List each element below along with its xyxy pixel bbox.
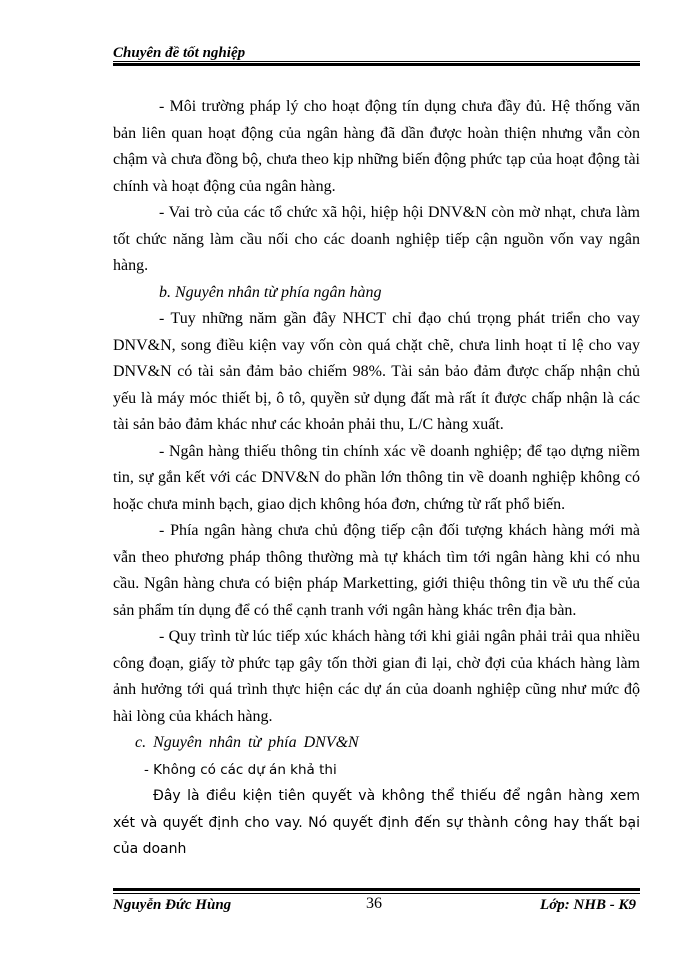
subheading-no-feasible-projects: - Không có các dự án khả thi [144,761,337,778]
paragraph-prerequisite: Đây là điều kiện tiên quyết và không thể thiếu để ngân hàng xem xét và quyết định cho vay. Nó quyết định đến sự thành công hay thất bại của doanh [113,788,640,857]
paragraph-procedure: - Quy trình từ lúc tiếp xúc khách hàng tới khi giải ngân phải trải qua nhiều công đoạn, giấy tờ phức tạp gây tốn thời gian đi lại, chờ đợi của khách hàng làm ảnh hưởng tới quá trình thực hiện các dự án của doanh nghiệp cũng như mức độ hài lòng của khách hàng. [113,628,640,725]
page-number: 36 [366,895,382,912]
footer-class-label: Lớp: NHB - K9 [540,897,636,913]
paragraph-customer-approach: - Phía ngân hàng chưa chủ động tiếp cận đối tượng khách hàng mới mà vẫn theo phương pháp thông thường mà tự khách tìm tới ngân hàng khi có nhu cầu. Ngân hàng chưa có biện pháp Marketting, giới thiệu thông tin về ưu thế của sản phẩm tín dụng để có thể cạnh tranh với ngân hàng khác trên địa bàn. [113,522,640,619]
header-rule-thick [113,63,640,66]
document-body [113,94,640,863]
paragraph-social-organizations: - Vai trò của các tổ chức xã hội, hiệp hội DNV&N còn mờ nhạt, chưa làm tốt chức năng làm cầu nối cho các doanh nghiệp tiếp cận nguồn vốn vay ngân hàng. [113,204,640,274]
footer-rule-thin [113,893,640,894]
heading-sme-causes: c. Nguyên nhân từ phía DNV&N [135,734,359,751]
page-footer [113,897,640,919]
header-rule-thin [113,61,640,62]
footer-author: Nguyễn Đức Hùng [113,897,232,913]
heading-bank-causes: b. Nguyên nhân từ phía ngân hàng [159,283,382,301]
paragraph-loan-conditions: - Tuy những năm gần đây NHCT chỉ đạo chú trọng phát triển cho vay DNV&N, song điều kiện vay vốn còn quá chặt chẽ, chưa linh hoạt tỉ lệ cho vay DNV&N có tài sản đảm bảo chiếm 98%. Tài sản bảo đảm được chấp nhận chủ yếu là máy móc thiết bị, ô tô, quyền sử dụng đất mà rất ít được chấp nhận là các tài sản bảo đảm khác như các khoản phải thu, L/C hàng xuất. [113,310,640,433]
footer-rule-thick [113,888,640,891]
paragraph-information-shortage: - Ngân hàng thiếu thông tin chính xác về doanh nghiệp; để tạo dựng niềm tin, sự gắn kết với các DNV&N do phần lớn thông tin về doanh nghiệp không có hoặc chưa minh bạch, giao dịch không hóa đơn, chứng từ rất phổ biến. [113,442,640,513]
page-header [113,44,640,62]
paragraph-legal-environment: - Môi trường pháp lý cho hoạt động tín dụng chưa đầy đủ. Hệ thống văn bản liên quan hoạt động của ngân hàng đã dần được hoàn thiện nhưng vẫn còn chậm và chưa đồng bộ, chưa theo kịp những biến động phức tạp của hoạt động tài chính và hoạt động của ngân hàng. [113,98,640,195]
header-title: Chuyên đề tốt nghiệp [113,45,246,61]
